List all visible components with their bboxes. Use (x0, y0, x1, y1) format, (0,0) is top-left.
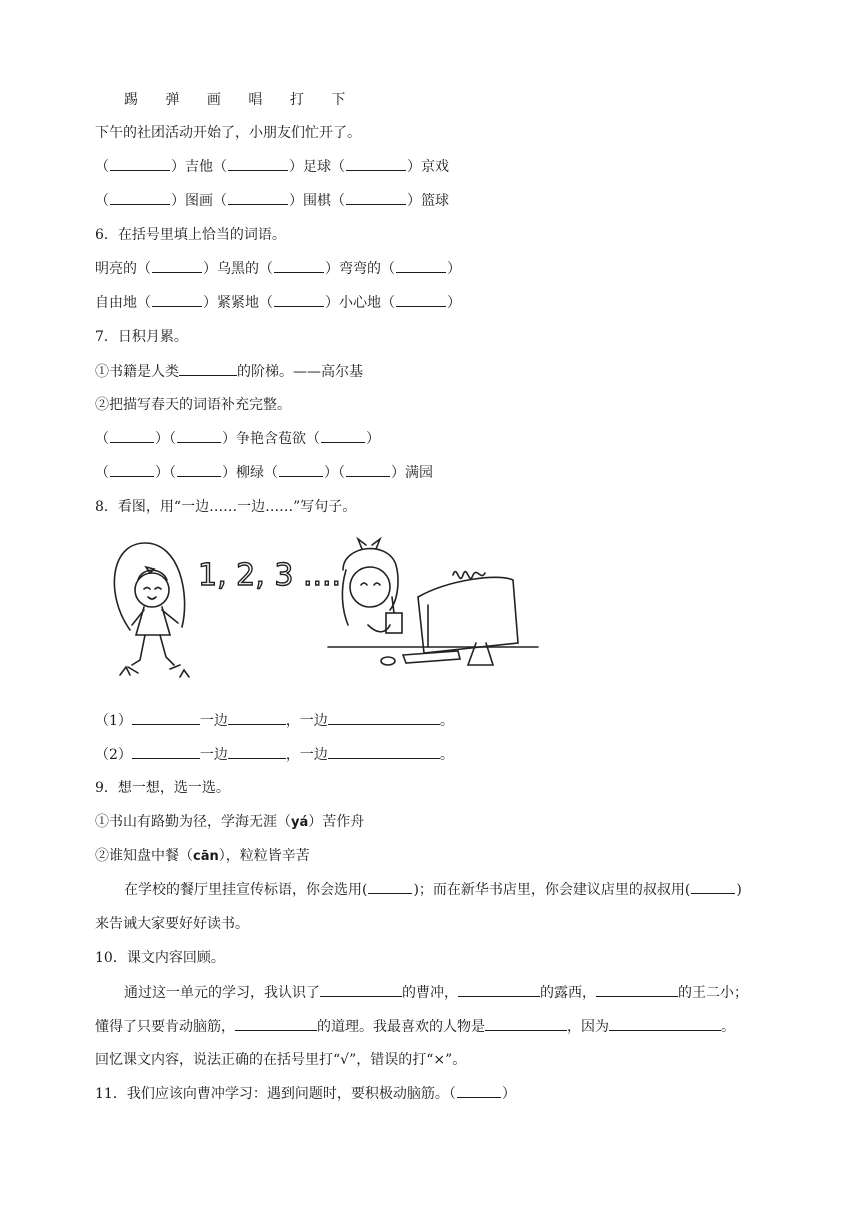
answer-blank[interactable] (396, 259, 446, 273)
answer-blank[interactable] (152, 293, 202, 307)
q10-line-2 (95, 1016, 735, 1037)
answer-blank[interactable] (228, 744, 286, 759)
q10-line-1 (124, 982, 748, 1003)
q8-sentence-1 (95, 710, 454, 731)
yibian-label: ，一边 (285, 713, 328, 729)
picture-text: 1, 2, 3 .... (198, 558, 342, 593)
q7-item1-post: 的阶梯。——高尔基 (237, 364, 363, 380)
word-bank-item: 弹 (165, 92, 180, 108)
q10-text: 。 (721, 1019, 735, 1035)
yibian-label: 一边 (199, 713, 228, 729)
q10-text: 的露西， (540, 985, 596, 1001)
q7-item-2: ②把描写春天的词语补充完整。 (95, 397, 291, 413)
answer-blank[interactable] (177, 463, 221, 477)
answer-blank[interactable] (274, 259, 324, 273)
pinyin: yá (291, 815, 309, 830)
period: 。 (439, 747, 454, 763)
q5-word: 图画 (185, 193, 213, 209)
skipping-girl-picture (100, 535, 342, 685)
answer-blank[interactable] (279, 463, 323, 477)
q8-title: 8．看图，用“一边……一边……”写句子。 (95, 499, 357, 515)
word-bank (124, 90, 368, 110)
answer-blank[interactable] (152, 259, 202, 273)
answer-blank[interactable] (110, 157, 170, 171)
answer-blank[interactable] (132, 744, 200, 759)
q5-row-1: （ ）吉他（ ）足球（ ）京戏 (95, 159, 449, 175)
answer-blank[interactable] (458, 982, 540, 997)
q6-word: 明亮的 (95, 261, 137, 277)
answer-blank[interactable] (485, 1016, 567, 1031)
answer-blank[interactable] (396, 293, 446, 307)
answer-blank[interactable] (274, 293, 324, 307)
answer-blank[interactable] (228, 191, 288, 205)
option-text: ），粒粒皆辛苦 (218, 848, 310, 864)
answer-blank[interactable] (132, 710, 200, 725)
q10-text: 懂得了只要肯动脑筋， (95, 1019, 235, 1035)
q10-text: 的王二小； (678, 985, 748, 1001)
q9-title: 9．想一想，选一选。 (95, 780, 230, 796)
answer-blank[interactable] (321, 429, 365, 443)
q7-word: 满园 (405, 465, 433, 481)
q11-text: ） (501, 1086, 516, 1102)
answer-blank[interactable] (346, 191, 406, 205)
q11-line (95, 1084, 516, 1104)
sentence-number: （2） (95, 747, 132, 763)
q5-row-2: （ ）图画（ ）围棋（ ）篮球 (95, 193, 449, 209)
answer-blank[interactable] (228, 710, 286, 725)
word-bank-item: 踢 (124, 92, 138, 108)
yibian-label: 一边 (199, 747, 228, 763)
answer-blank[interactable] (346, 157, 406, 171)
q5-word: 足球 (303, 159, 331, 175)
answer-blank[interactable] (110, 463, 154, 477)
q10-text: 的曹冲， (402, 985, 458, 1001)
q10-text: 的道理。我最喜欢的人物是 (317, 1019, 485, 1035)
q6-word: 弯弯的 (339, 261, 381, 277)
q9-option-1 (95, 812, 364, 833)
q10-judge-instruction: 回忆课文内容，说法正确的在括号里打“√”，错误的打“×”。 (95, 1052, 467, 1068)
q10-title: 10．课文内容回顾。 (95, 950, 225, 966)
q6-title: 6．在括号里填上恰当的词语。 (95, 227, 286, 243)
option-text: ②谁知盘中餐（ (95, 848, 193, 864)
q5-word: 篮球 (421, 193, 449, 209)
paragraph-text: ) (736, 882, 742, 898)
answer-blank[interactable] (110, 429, 154, 443)
q6-row-2: 自由地（ ）紧紧地（ ）小心地（ ） (95, 295, 461, 311)
q5-word: 京戏 (421, 159, 449, 175)
pinyin: cān (193, 849, 219, 864)
q6-word: 紧紧地 (217, 295, 259, 311)
word-bank-item: 画 (206, 92, 221, 108)
q6-word: 自由地 (95, 295, 137, 311)
word-bank-item: 打 (289, 92, 304, 108)
q5-word: 吉他 (185, 159, 213, 175)
answer-blank[interactable] (328, 744, 440, 759)
computer-girl-picture (328, 535, 538, 685)
q9-paragraph-line-2: 来告诫大家要好好读书。 (95, 916, 249, 932)
answer-blank[interactable] (228, 157, 288, 171)
answer-blank[interactable] (596, 982, 678, 997)
answer-blank[interactable] (320, 982, 402, 997)
q10-text: 通过这一单元的学习，我认识了 (124, 985, 320, 1001)
answer-blank[interactable] (110, 191, 170, 205)
q7-word: 柳绿 (236, 465, 264, 481)
q7-item1-pre: ①书籍是人类 (95, 364, 179, 380)
option-text: ①书山有路勤为径，学海无涯（ (95, 814, 291, 830)
word-bank-item: 唱 (248, 92, 263, 108)
period: 。 (439, 713, 454, 729)
answer-blank[interactable] (177, 429, 221, 443)
paragraph-text: )；而在新华书店里，你会建议店里的叔叔用( (413, 882, 691, 898)
q9-paragraph-line-1 (124, 880, 742, 900)
q7-item-1 (95, 361, 363, 382)
answer-blank[interactable] (346, 463, 390, 477)
q6-row-1: 明亮的（ ）乌黑的（ ）弯弯的（ ） (95, 261, 461, 277)
q7-row-1: （ ）（ ）争艳含苞欲（ ） (95, 431, 380, 447)
yibian-label: ，一边 (285, 747, 328, 763)
word-bank-item: 下 (331, 92, 346, 108)
q7-word: 争艳含苞欲 (236, 431, 306, 447)
q9-option-2 (95, 846, 310, 867)
q6-word: 小心地 (339, 295, 381, 311)
option-text: ）苦作舟 (308, 814, 365, 830)
q10-text: ，因为 (567, 1019, 609, 1035)
answer-blank[interactable] (457, 1084, 501, 1098)
q8-sentence-2 (95, 744, 454, 765)
paragraph-text: 在学校的餐厅里挂宣传标语，你会选用( (124, 882, 368, 898)
sentence-number: （1） (95, 713, 132, 729)
answer-blank[interactable] (609, 1016, 721, 1031)
answer-blank[interactable] (691, 880, 735, 894)
q7-title: 7．日积月累。 (95, 329, 188, 345)
q6-word: 乌黑的 (217, 261, 259, 277)
q5-word: 围棋 (303, 193, 331, 209)
answer-blank[interactable] (368, 880, 412, 894)
q11-text: 11．我们应该向曹冲学习：遇到问题时，要积极动脑筋。（ (95, 1086, 456, 1102)
answer-blank[interactable] (328, 710, 440, 725)
answer-blank[interactable] (179, 361, 237, 376)
q5-intro: 下午的社团活动开始了，小朋友们忙开了。 (95, 125, 361, 141)
q7-row-2: （ ）（ ）柳绿（ ）（ ）满园 (95, 465, 433, 481)
answer-blank[interactable] (235, 1016, 317, 1031)
